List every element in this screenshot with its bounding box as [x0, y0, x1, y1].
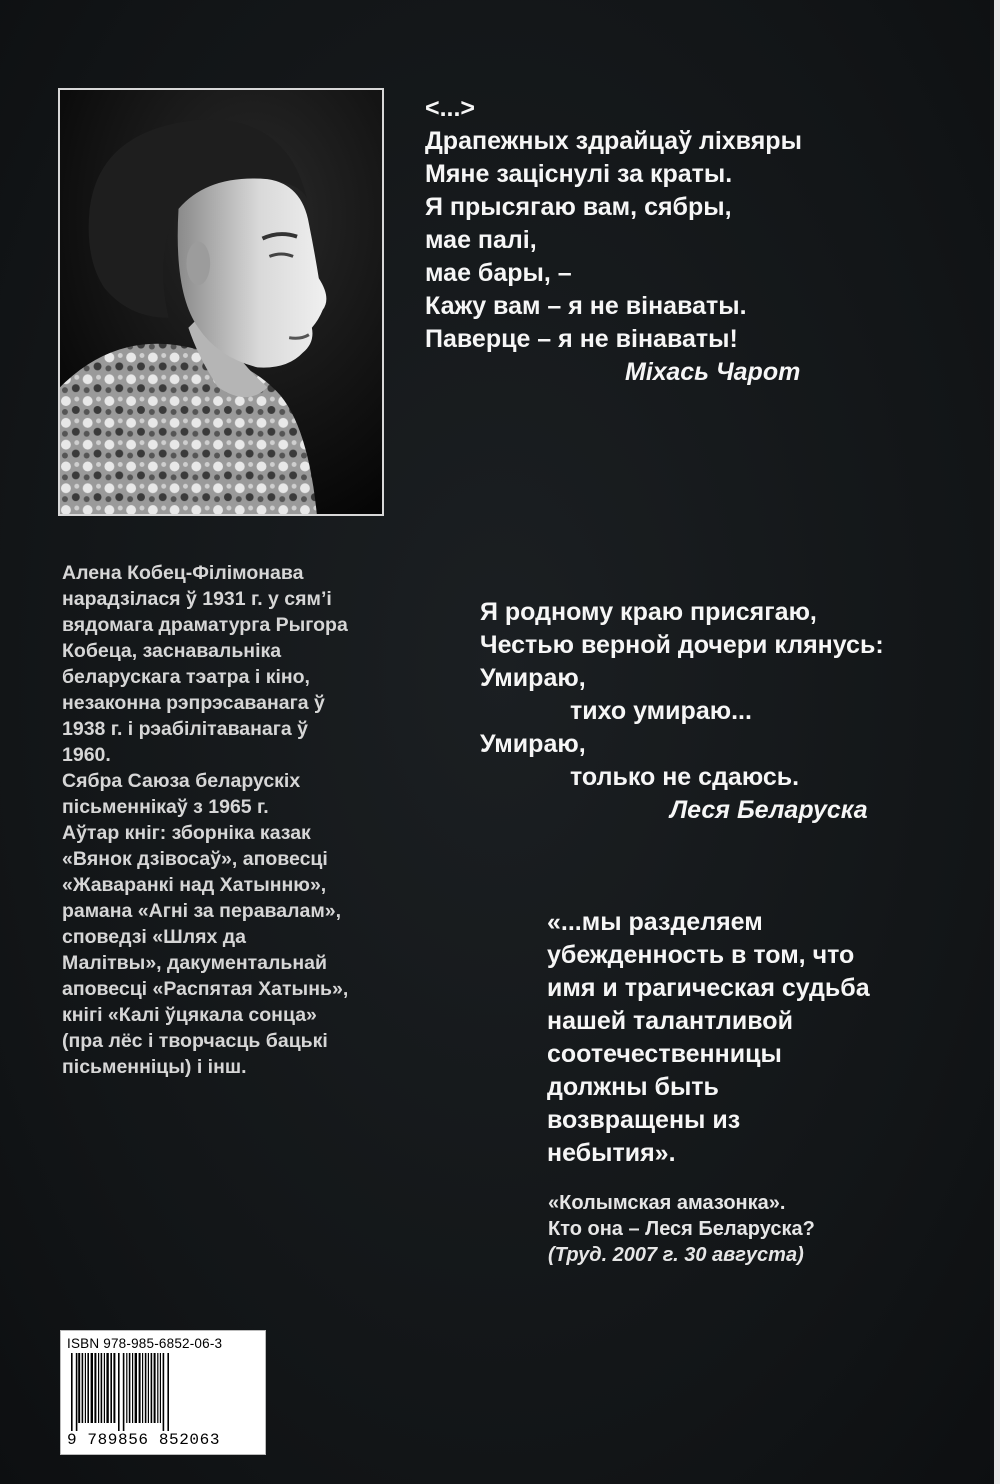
- poem-line: мае палі,: [425, 226, 537, 254]
- portrait-illustration: [60, 90, 382, 514]
- barcode-bar: [118, 1353, 120, 1431]
- quote-line: небытия».: [547, 1139, 676, 1167]
- barcode-bar: [78, 1353, 80, 1423]
- barcode-digits: 9 789856 852063: [67, 1431, 221, 1449]
- barcode-bars: [67, 1353, 259, 1431]
- source-title: «Колымская амазонка».: [548, 1192, 786, 1214]
- barcode-bar: [154, 1353, 156, 1423]
- poem-author: Міхась Чарот: [625, 358, 801, 386]
- poem-line: тихо умираю...: [570, 697, 752, 725]
- barcode-bar: [145, 1353, 147, 1423]
- source-citation: (Труд. 2007 г. 30 августа): [548, 1244, 804, 1266]
- quote-line: имя и трагическая судьба: [547, 974, 870, 1002]
- barcode-bar: [71, 1353, 73, 1431]
- barcode-bar: [85, 1353, 86, 1423]
- poem-line: <...>: [425, 94, 476, 122]
- barcode-bar: [101, 1353, 103, 1423]
- barcode-bar: [142, 1353, 143, 1423]
- quote-line: убежденность в том, что: [547, 941, 855, 969]
- quote-line: «...мы разделяем: [547, 908, 763, 936]
- barcode-bar: [87, 1353, 89, 1423]
- press-quote: [547, 906, 947, 1170]
- barcode-bar: [167, 1353, 169, 1431]
- barcode-bar: [110, 1353, 112, 1423]
- barcode-bar: [160, 1353, 161, 1423]
- poem-line: Я родному краю присягаю,: [480, 598, 817, 626]
- poem-line: Драпежных здрайцаў ліхвяры: [425, 127, 802, 155]
- barcode-bar: [104, 1353, 105, 1423]
- barcode-bar: [126, 1353, 127, 1423]
- page-edge: [994, 0, 1000, 1484]
- barcode-bar: [91, 1353, 93, 1423]
- poem-line: Кажу вам – я не вінаваты.: [425, 292, 747, 320]
- barcode-bar: [135, 1353, 137, 1423]
- quote-line: соотечественницы: [547, 1040, 782, 1068]
- quote-line: возвращены из: [547, 1106, 741, 1134]
- barcode-bar: [76, 1353, 78, 1431]
- barcode-bar: [106, 1353, 108, 1423]
- barcode-bar: [123, 1353, 125, 1431]
- bio-paragraph: Сябра Саюза беларускіх пісьменнікаў з 1965 г. Аўтар кніг: зборніка казак «Вянок дзівосаў», аповесці «Жаваранкі над Хатынню», рамана «Агні за перавалам», споведзі «Шлях да Малітвы», дакументальнай аповесці «Распятая Хатынь», кнігі «Калі ўцякала сонца» (пра лёс і творчасць бацькі пісьменніцы) і інш.: [62, 770, 349, 1078]
- author-portrait-photo: [58, 88, 384, 516]
- poem-line: Я прысягаю вам, сябры,: [425, 193, 732, 221]
- isbn-barcode: [60, 1330, 266, 1455]
- poem-lesya: [480, 596, 960, 827]
- poem-line: Мяне зацiснулі за краты.: [425, 160, 733, 188]
- quote-line: нашей талантливой: [547, 1007, 793, 1035]
- barcode-bar: [163, 1353, 165, 1431]
- barcode-bar: [98, 1353, 99, 1423]
- barcode-bar: [157, 1353, 158, 1423]
- poem-charot: [425, 92, 895, 389]
- poem-line: Умираю,: [480, 730, 586, 758]
- bio-paragraph: Алена Кобец-Філімонава нарадзілася ў 1931 г. у сям’і вядомага драматурга Рыгора Кобеца, заснавальніка беларускага тэатра і кіно, незаконна рэпрэсаванага ў 1938 г. і рэабілітаванага ў 1960.: [62, 562, 348, 766]
- poem-line: Честью верной дочери клянусь:: [480, 631, 884, 659]
- poem-author: Леся Беларуска: [670, 796, 868, 824]
- quote-source: [548, 1190, 948, 1268]
- barcode-bar: [113, 1353, 115, 1423]
- isbn-number: ISBN 978-985-6852-06-3: [67, 1336, 223, 1351]
- barcode-bar: [139, 1353, 141, 1423]
- barcode-bar: [148, 1353, 149, 1423]
- barcode-bar: [132, 1353, 133, 1423]
- poem-line: Умираю,: [480, 664, 586, 692]
- poem-line: мае бары, –: [425, 259, 572, 287]
- poem-line: только не сдаюсь.: [570, 763, 800, 791]
- barcode-bar: [82, 1353, 84, 1423]
- source-subtitle: Кто она – Леся Беларуска?: [548, 1218, 815, 1240]
- barcode-bar: [129, 1353, 131, 1423]
- quote-line: должны быть: [547, 1073, 719, 1101]
- author-biography: [62, 560, 392, 1080]
- poem-line: Паверце – я не вінаваты!: [425, 325, 738, 353]
- barcode-bar: [151, 1353, 153, 1423]
- barcode-bar: [94, 1353, 96, 1423]
